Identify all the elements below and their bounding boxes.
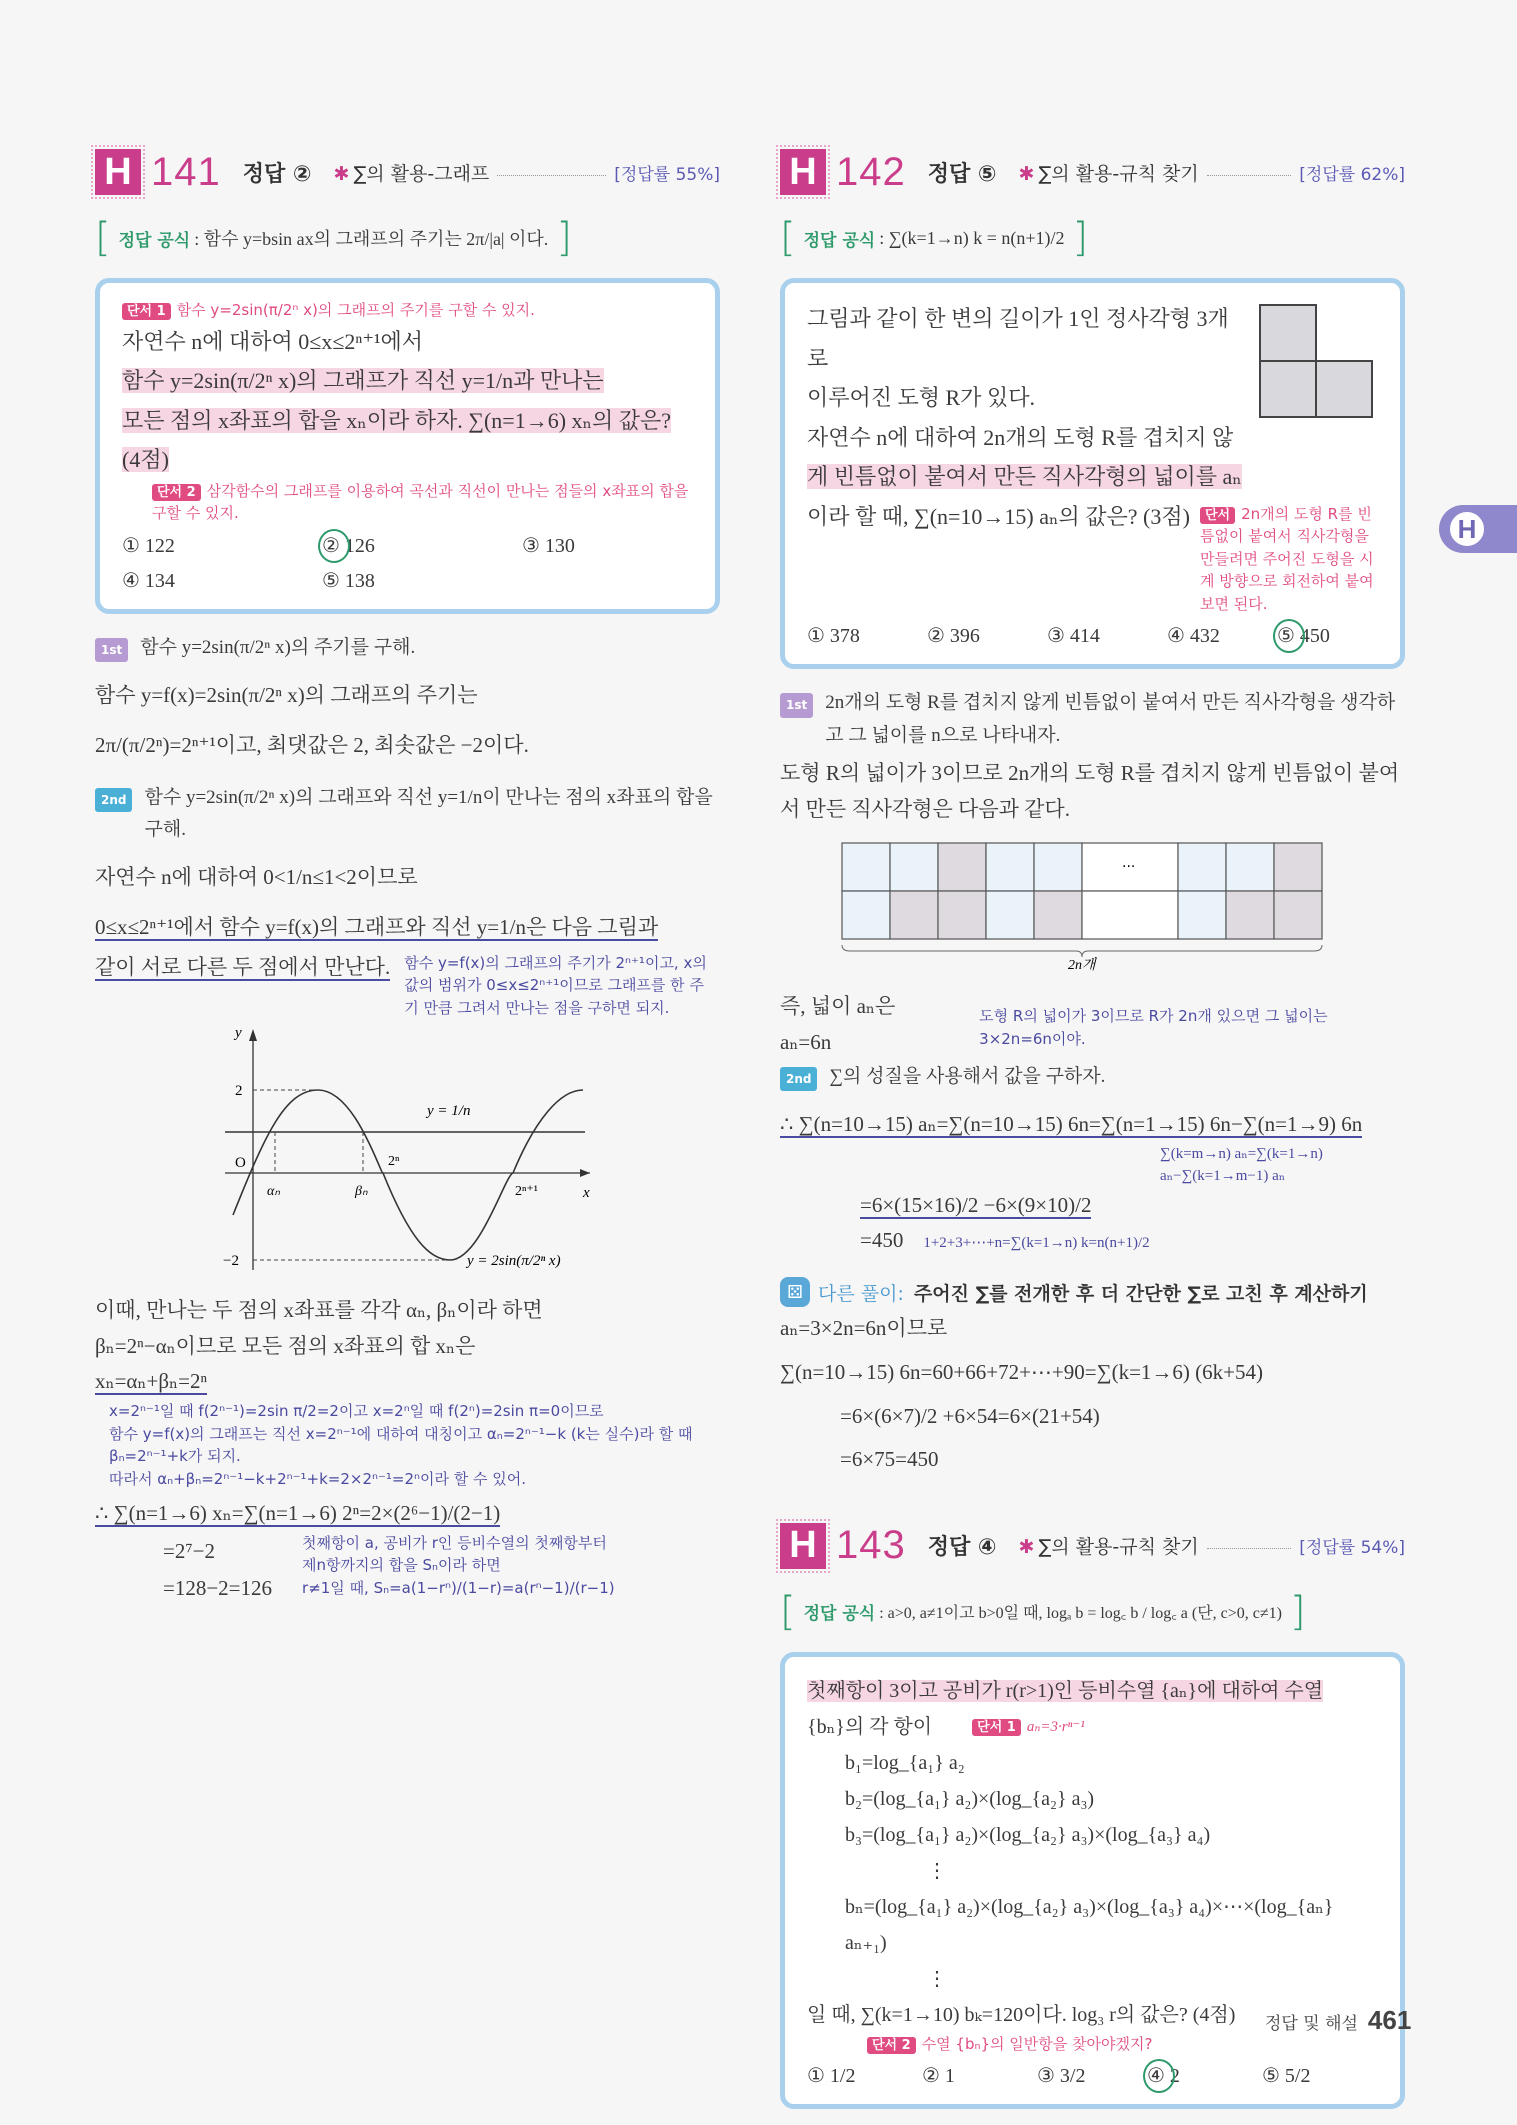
question-line: 이루어진 도형 R가 있다. [807,385,1035,411]
h-badge: H [780,1523,826,1569]
problem-142-header [780,148,1405,196]
svg-text:2ⁿ: 2ⁿ [388,1154,400,1170]
sine-graph [205,1025,595,1275]
problem-number: 141 [151,149,221,194]
accuracy-rate: [정답률 55%] [614,164,720,185]
tiling-figure [840,841,1340,971]
choice-3[interactable]: ③ 3/2 [1037,2065,1086,2088]
choice-4[interactable]: ④ 432 [1167,625,1220,648]
vertical-ellipsis: ⋮ [927,1859,947,1882]
choice-1[interactable]: ① 122 [122,534,175,557]
solution-line: xₙ=αₙ+βₙ=2ⁿ [95,1369,208,1394]
solution-line: =450 [860,1228,904,1253]
problem-number: 143 [836,1523,906,1568]
solution-line: ∴ ∑(n=1→6) xₙ=∑(n=1→6) 2ⁿ=2×(2⁶−1)/(2−1) [95,1501,501,1526]
sequence-line: bₙ=(log_{a₁} a₂)×(log_{a₂} a₃)×(log_{a₃} a₄)×⋯×(log_{aₙ} aₙ₊₁) [845,1895,1334,1954]
choice-4-correct[interactable]: ④ 2 [1147,2063,1262,2088]
question-line: 첫째항이 3이고 공비가 r(r>1)인 등비수열 {aₙ}에 대하여 수열 [807,1679,1324,1702]
dice-icon: ⚄ [780,1277,810,1307]
vertical-ellipsis: ⋮ [927,1967,947,1990]
question-line: 함수 y=2sin(π/2ⁿ x)의 그래프가 직선 y=1/n과 만나는 [122,368,604,394]
svg-text:x: x [583,1185,590,1202]
formula-key: 정답 공식 [803,230,876,251]
choice-2[interactable]: ② 396 [927,625,980,648]
answer-choices [807,2063,1378,2088]
area-note: 도형 R의 넓이가 3이므로 R가 2n개 있으면 그 넓이는 3×2n=6n이야. [979,1007,1328,1048]
choice-1[interactable]: ① 1/2 [807,2065,856,2088]
answer-label: 정답 ⑤ [927,161,997,187]
solution-line: 즉, 넓이 aₙ은 aₙ=6n [780,994,896,1055]
svg-text:2: 2 [235,1083,243,1100]
question-box [780,278,1405,669]
formula-text: : a>0, a≠1이고 b>0일 때, logₐ b = log꜀ b / log꜀ a (단, c>0, c≠1) [879,1605,1282,1623]
step-tag: 2nd [780,1067,817,1091]
choice-5-correct[interactable]: ⑤ 450 [1277,625,1330,648]
left-bracket-icon: [ [95,215,111,261]
step-tag: 1st [780,693,813,717]
sequence-line: b₁=log_{a₁} a₂ [845,1751,965,1774]
svg-text:y = 1/n: y = 1/n [427,1103,471,1120]
svg-text:y: y [235,1025,242,1042]
star-icon: ✱ [1018,162,1035,185]
problem-141-header [95,148,720,196]
formula-key: 정답 공식 [803,1604,876,1625]
solution-line: =128−2=126 [163,1576,273,1601]
step-1st: 1st 함수 y=2sin(π/2ⁿ x)의 주기를 구해. [95,632,720,664]
question-box [780,1652,1405,2110]
alt-line: =6×(6×7)/2 +6×54=6×(21+54) [840,1403,1100,1428]
choice-1[interactable]: ① 378 [807,625,860,648]
dotted-leader [497,175,606,176]
answer-label: 정답 ④ [927,1535,997,1561]
question-line: 자연수 n에 대하여 2n개의 도형 R를 겹치지 않 [807,424,1234,450]
hint: 단서 2n개의 도형 R를 빈틈없이 붙여서 직사각형을 만들려면 주어진 도형을 시계 방향으로 회전하여 붙여보면 된다. [1199,504,1374,613]
topic: ✱ ∑의 활용-그래프 [333,162,490,185]
dotted-leader [1207,1548,1292,1549]
graph-note: 함수 y=f(x)의 그래프의 주기가 2ⁿ⁺¹이고, x의 값의 범위가 0≤x≤2ⁿ⁺¹이므로 그래프를 한 주기 만큼 그려서 만나는 점을 구하면 되지. [404,953,707,1017]
svg-text:αₙ: αₙ [267,1184,280,1200]
page-footer [1265,2005,1411,2036]
alt-line: ∑(n=10→15) 6n=60+66+72+⋯+90=∑(k=1→6) (6k+54) [780,1359,1263,1384]
question-line: 그림과 같이 한 변의 길이가 1인 정사각형 3개로 [807,306,1229,371]
solution-line: 0≤x≤2ⁿ⁺¹에서 함수 y=f(x)의 그래프와 직선 y=1/n은 다음 그림과 [95,914,659,939]
answer-choices [807,623,1380,648]
star-icon: ✱ [1018,1536,1035,1559]
solution-line: =6×(15×16)/2 −6×(9×10)/2 [860,1192,1092,1217]
step-tag: 1st [95,638,128,662]
question-line: 이라 할 때, ∑(n=10→15) aₙ의 값은? (3점) [807,503,1190,529]
answer-choices [122,533,693,593]
choice-3[interactable]: ③ 414 [1047,625,1100,648]
question-line: 게 빈틈없이 붙여서 만든 직사각형의 넓이를 aₙ [807,464,1242,490]
solution-line: 함수 y=f(x)=2sin(π/2ⁿ x)의 그래프의 주기는 [95,683,478,708]
page-number: 461 [1367,2005,1412,2035]
problem-142-column [780,148,1405,2109]
h-badge: H [95,149,141,195]
solution-line: 도형 R의 넓이가 3이므로 2n개의 도형 R를 겹치지 않게 빈틈없이 붙여 [780,761,1400,786]
sum-property-note: ∑(k=m→n) aₙ=∑(k=1→n) aₙ−∑(k=1→m−1) aₙ [1160,1145,1323,1185]
step-tag: 2nd [95,788,132,812]
step-2nd: 2nd 함수 y=2sin(π/2ⁿ x)의 그래프와 직선 y=1/n이 만나는 점의 x좌표의 합을 구해. [95,782,720,847]
svg-text:−2: −2 [223,1253,239,1270]
hint-2: 단서 2 삼각함수의 그래프를 이용하여 곡선과 직선이 만나는 점들의 x좌표의 합을 구할 수 있지. [152,481,689,523]
topic: ✱ ∑의 활용-규칙 찾기 [1018,1536,1199,1559]
formula-text: : ∑(k=1→n) k = n(n+1)/2 [879,227,1065,248]
left-bracket-icon: [ [780,1588,796,1635]
question-line: 일 때, ∑(k=1→10) bₖ=120이다. log₃ r의 값은? (4점) [807,2003,1236,2026]
choice-2[interactable]: ② 1 [922,2065,955,2088]
solution-line: 이때, 만나는 두 점의 x좌표를 각각 αₙ, βₙ이라 하면 [95,1298,543,1323]
solution-line: 자연수 n에 대하여 0<1/n≤1<2이므로 [95,865,418,890]
svg-text:βₙ: βₙ [355,1184,368,1200]
question-line: 자연수 n에 대하여 0≤x≤2ⁿ⁺¹에서 [122,328,424,354]
geometric-sum-note: 첫째항이 a, 공비가 r인 등비수열의 첫째항부터 제n항까지의 합을 Sₙ이라 하면 r≠1일 때, Sₙ=a(1−rⁿ)/(1−r)=a(rⁿ−1)/(r−1) [302,1533,615,1597]
alt-line: aₙ=3×2n=6n이므로 [780,1316,948,1341]
formula-text: : 함수 y=bsin ax의 그래프의 주기는 2π/|a| 이다. [194,229,549,249]
step-2nd: 2nd ∑의 성질을 사용해서 값을 구하자. [780,1061,1405,1093]
svg-text:y = 2sin(π/2ⁿ x): y = 2sin(π/2ⁿ x) [467,1253,561,1270]
solution-line: βₙ=2ⁿ−αₙ이므로 모든 점의 x좌표의 합 xₙ은 [95,1333,476,1358]
right-bracket-icon: ] [1072,215,1089,261]
solution-line: 서 만든 직사각형은 다음과 같다. [780,796,1070,821]
svg-text:2n개: 2n개 [1068,958,1096,972]
star-icon: ✱ [333,162,350,185]
svg-text:···: ··· [1122,859,1136,876]
sum-formula-note: 1+2+3+⋯+n=∑(k=1→n) k=n(n+1)/2 [923,1235,1150,1252]
choice-2-correct[interactable]: ② 126 [322,533,522,558]
choice-5[interactable]: ⑤ 138 [322,569,375,592]
choice-3[interactable]: ③ 130 [522,534,575,557]
right-bracket-icon: ] [1290,1588,1306,1635]
sequence-line: b₂=(log_{a₁} a₂)×(log_{a₂} a₃) [845,1787,1095,1810]
dotted-leader [1207,175,1292,176]
hint-1: 단서 1 aₙ=3·rⁿ⁻¹ [972,1715,1085,1739]
solution-line: ∴ ∑(n=10→15) aₙ=∑(n=10→15) 6n=∑(n=1→15) 6n−∑(n=1→9) 6n [780,1112,1363,1137]
h-badge: H [780,149,826,195]
key-formula [95,214,720,262]
topic: ✱ ∑의 활용-규칙 찾기 [1018,162,1199,185]
solution-line: 2π/(π/2ⁿ)=2ⁿ⁺¹이고, 최댓값은 2, 최솟값은 −2이다. [95,732,529,757]
alternative-solution-header: ⚄ 다른 풀이: 주어진 ∑를 전개한 후 더 간단한 ∑로 고친 후 계산하기 [780,1277,1405,1307]
symmetry-note: x=2ⁿ⁻¹일 때 f(2ⁿ⁻¹)=2sin π/2=2이고 x=2ⁿ일 때 f(2ⁿ)=2sin π=0이므로 함수 y=f(x)의 그래프는 직선 x=2ⁿ⁻¹에 대하여 대칭이고 αₙ=2ⁿ⁻¹−k (k는 실수)라 할 때 βₙ=2ⁿ⁻¹+k가 되지. 따라서 αₙ+βₙ=2ⁿ⁻¹−k+2ⁿ⁻¹+k=2×2ⁿ⁻¹=2ⁿ이라 할 수 있어. [109,1402,693,1488]
svg-text:2ⁿ⁺¹: 2ⁿ⁺¹ [515,1184,538,1200]
choice-5[interactable]: ⑤ 5/2 [1262,2065,1311,2088]
solution-line: =2⁷−2 [163,1538,216,1563]
key-formula [780,214,1405,262]
chapter-side-tab[interactable] [1439,505,1517,553]
accuracy-rate: [정답률 54%] [1299,1538,1405,1559]
svg-text:O: O [235,1155,246,1172]
question-line: 모든 점의 x좌표의 합을 xₙ이라 하자. ∑(n=1→6) xₙ의 값은? (4점) [122,407,672,473]
formula-key: 정답 공식 [118,230,191,251]
problem-141-column [95,148,720,1607]
sequence-line: b₃=(log_{a₁} a₂)×(log_{a₂} a₃)×(log_{a₃} a₄) [845,1823,1211,1846]
step-1st: 1st 2n개의 도형 R를 겹치지 않게 빈틈없이 붙여서 만든 직사각형을 생각하고 그 넓이를 n으로 나타내자. [780,687,1405,752]
key-formula [780,1588,1405,1636]
hint-2: 단서 2 수열 {bₙ}의 일반항을 찾아야겠지? [867,2033,1378,2056]
footer-label: 정답 및 해설 [1265,2014,1358,2034]
solution-line-with-note: 같이 서로 다른 두 점에서 만난다. 함수 y=f(x)의 그래프의 주기가 2ⁿ⁺¹이고, x의 값의 범위가 0≤x≤2ⁿ⁺¹이므로 그래프를 한 주기 만큼 그려서 만나는 점을 구하면 되지. [95,946,720,1020]
left-bracket-icon: [ [780,215,796,261]
right-bracket-icon: ] [556,215,572,261]
accuracy-rate: [정답률 62%] [1299,164,1405,185]
answer-label: 정답 ② [242,161,312,187]
chapter-h-icon: H [1447,509,1487,549]
question-line: {bₙ}의 각 항이 [807,1715,933,1738]
question-box [95,278,720,614]
problem-number: 142 [836,149,906,194]
alt-line: =6×75=450 [840,1447,939,1472]
solution-block [95,1532,720,1607]
hint-1: 단서 1 함수 y=2sin(π/2ⁿ x)의 그래프의 주기를 구할 수 있지. [122,299,693,322]
choice-4[interactable]: ④ 134 [122,569,175,592]
problem-143-header [780,1522,1405,1570]
shape-r-figure [1258,303,1378,423]
